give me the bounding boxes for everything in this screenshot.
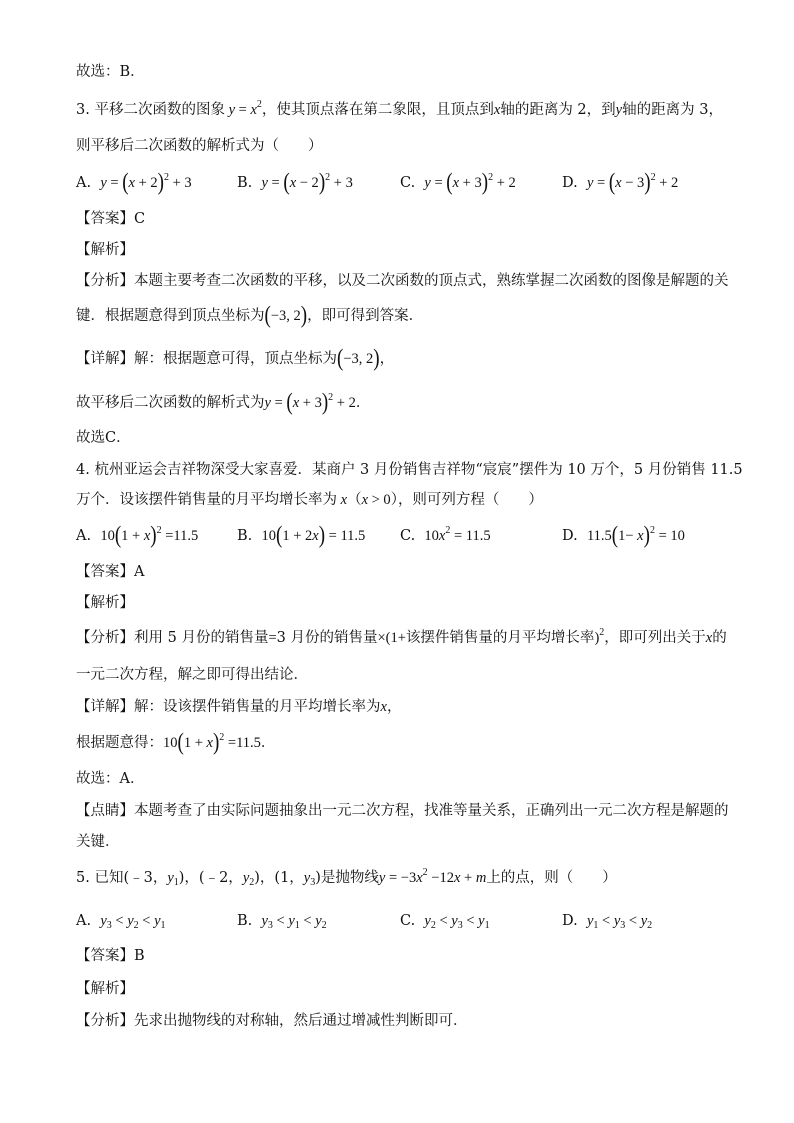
question-5-option-c[interactable]: C. $y_2 < y_3 < y_1$ xyxy=(400,913,490,931)
question-5-analysis: 【分析】先求出抛物线的对称轴，然后通过增减性判断即可． xyxy=(76,1013,468,1029)
question-4-option-d[interactable]: D. $11.5(1- x)^2 = 10$ xyxy=(562,522,685,549)
question-3-answer: 【答案】C xyxy=(76,211,146,227)
question-3-option-a[interactable]: A. $y = (x + 2)^2 + 3$ xyxy=(76,169,192,196)
question-4-jiexi: 【解析】 xyxy=(76,595,134,611)
question-5-option-a[interactable]: A. $y_3 < y_2 < y_1$ xyxy=(76,913,166,931)
question-4-choose: 故选：A． xyxy=(76,771,145,787)
question-3-analysis: 【分析】本题主要考查二次函数的平移，以及二次函数的顶点式，熟练掌握二次函数的图像是解题的关 xyxy=(76,273,729,289)
question-4-remark: 【点睛】本题考查了由实际问题抽象出一元二次方程，找准等量关系，正确列出一元二次方程是解题的 xyxy=(76,803,729,819)
question-4-remark-line2: 关键． xyxy=(76,834,120,850)
question-3-choose: 故选C． xyxy=(76,430,131,446)
question-4-stem-line2: 万个．设该摆件销售量的月平均增长率为 x（x > 0），则可列方程（ ） xyxy=(76,492,543,508)
question-4-option-b[interactable]: B. 10(1 + 2x) = 11.5 xyxy=(237,522,366,549)
question-5-stem: 5. 已知(﹣3，$y_1$)，(﹣2，$y_2$)，(1，$y_3$)是抛物线$y = -3x^2 -12x + m$上的点，则（ ） xyxy=(76,867,617,888)
question-5-jiexi: 【解析】 xyxy=(76,981,134,997)
question-4-analysis: 【分析】利用 5 月份的销售量=3 月份的销售量×(1+该摆件销售量的月平均增长率)$^2$，即可列出关于x的 xyxy=(76,627,727,646)
question-4-equation: 根据题意得：$10(1 + x)^2 =11.5$． xyxy=(76,729,276,756)
question-3-jiexi: 【解析】 xyxy=(76,242,134,258)
question-3-result: 故平移后二次函数的解析式为$y = (x + 3)^2 + 2$． xyxy=(76,389,371,416)
question-3-option-b[interactable]: B. $y = (x - 2)^2 + 3$ xyxy=(237,169,353,196)
question-3-stem: 3. 平移二次函数的图象 $y = x^2$，使其顶点落在第二象限，且顶点到x轴的距离为 2，到y轴的距离为 3， xyxy=(76,99,723,118)
question-4-analysis-line2: 一元二次方程，解之即可得出结论． xyxy=(76,667,308,683)
question-4-answer: 【答案】A xyxy=(76,564,145,580)
question-3-detail: 【详解】解：根据题意可得，顶点坐标为(−3, 2)， xyxy=(76,345,395,372)
question-4-detail: 【详解】解：设该摆件销售量的月平均增长率为x， xyxy=(76,699,402,715)
question-5-option-b[interactable]: B. $y_3 < y_1 < y_2$ xyxy=(237,913,327,931)
question-3-option-c[interactable]: C. $y = (x + 3)^2 + 2$ xyxy=(400,169,516,196)
question-4-option-a[interactable]: A. $10(1 + x)^2 =11.5$ xyxy=(76,522,199,549)
question-4-stem: 4. 杭州亚运会吉祥物深受大家喜爱．某商户 3 月份销售吉祥物“宸宸”摆件为 10 万个，5 月份销售 11.5 xyxy=(76,462,743,478)
question-3-stem-line2: 则平移后二次函数的解析式为（ ） xyxy=(76,138,323,154)
question-3-analysis-line2: 键．根据题意得到顶点坐标为(−3, 2)，即可得到答案． xyxy=(76,302,424,329)
question-5-option-d[interactable]: D. $y_1 < y_3 < y_2$ xyxy=(562,913,653,931)
text-line: 故选：B． xyxy=(76,64,145,80)
question-5-answer: 【答案】B xyxy=(76,948,145,964)
question-3-option-d[interactable]: D. $y = (x - 3)^2 + 2$ xyxy=(562,169,679,196)
question-4-option-c[interactable]: C. $10x^2 = 11.5$ xyxy=(400,525,491,544)
